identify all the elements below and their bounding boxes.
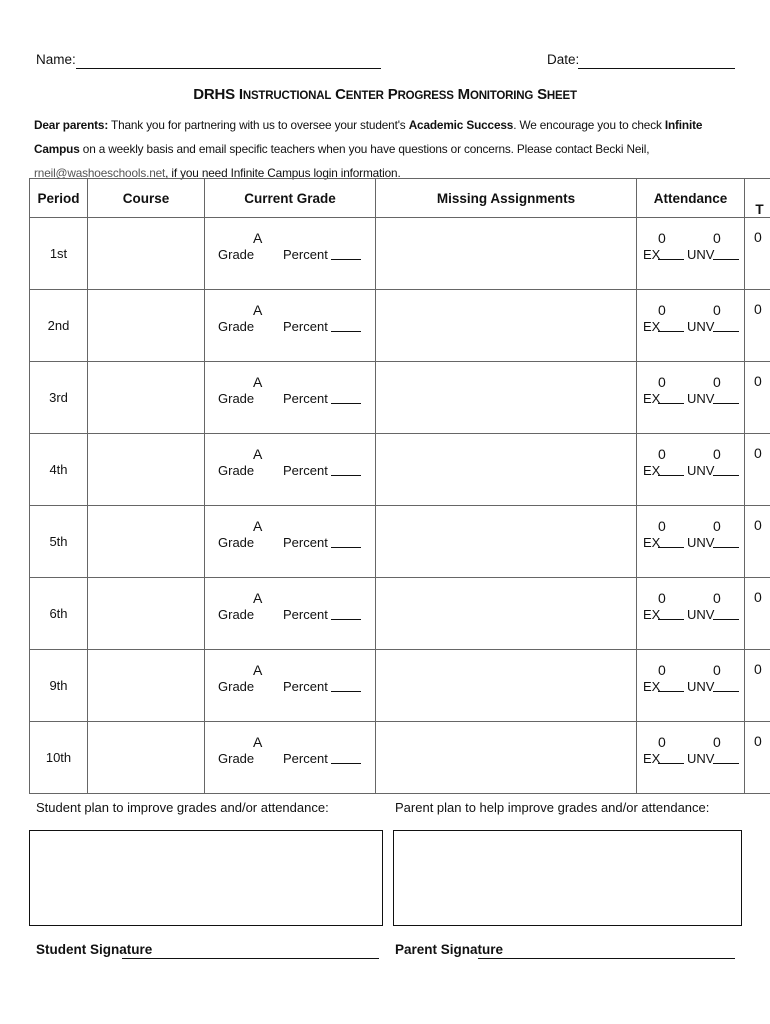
missing-assignments-cell[interactable]	[376, 578, 637, 650]
header-t: T	[745, 179, 770, 218]
parent-signature-label: Parent Signature	[395, 942, 504, 957]
period-label: 9th	[49, 678, 68, 693]
t-value: 0	[754, 301, 762, 317]
unv-field[interactable]	[713, 680, 739, 692]
course-cell[interactable]	[88, 218, 205, 290]
period-label: 6th	[49, 606, 68, 621]
percent-field[interactable]	[331, 680, 361, 692]
unv-label: UNV	[687, 463, 715, 478]
current-grade-cell	[205, 722, 376, 794]
period-cell	[30, 578, 88, 650]
grade-value[interactable]: A	[253, 374, 263, 390]
t-cell	[745, 434, 770, 506]
grade-label: Grade	[218, 391, 255, 406]
ex-field[interactable]	[658, 608, 684, 620]
unv-value: 0	[713, 590, 721, 606]
grade-value[interactable]: A	[253, 662, 263, 678]
percent-field[interactable]	[331, 536, 361, 548]
unv-field[interactable]	[713, 320, 739, 332]
attendance-cell	[637, 218, 745, 290]
unv-value: 0	[713, 734, 721, 750]
header-period: Period	[30, 179, 88, 218]
unv-value: 0	[713, 230, 721, 246]
percent-field[interactable]	[331, 752, 361, 764]
grade-label: Grade	[218, 679, 255, 694]
period-cell	[30, 650, 88, 722]
attendance-cell	[637, 434, 745, 506]
t-value: 0	[754, 229, 762, 245]
grade-label: Grade	[218, 247, 255, 262]
percent-label: Percent	[283, 535, 328, 550]
attendance-cell	[637, 362, 745, 434]
period-label: 3rd	[49, 390, 68, 405]
ex-label: EX	[643, 463, 661, 478]
unv-label: UNV	[687, 535, 715, 550]
percent-field[interactable]	[331, 464, 361, 476]
unv-value: 0	[713, 374, 721, 390]
t-cell	[745, 650, 770, 722]
t-value: 0	[754, 661, 762, 677]
table-row	[30, 506, 770, 578]
t-cell	[745, 290, 770, 362]
email-link[interactable]: rneil@washoeschools.net	[34, 166, 166, 180]
ex-label: EX	[643, 535, 661, 550]
current-grade-cell	[205, 506, 376, 578]
page-title: DRHS INSTRUCTIONAL CENTER PROGRESS MONITORING SHEET	[193, 86, 577, 103]
ex-label: EX	[643, 391, 661, 406]
unv-field[interactable]	[713, 248, 739, 260]
ex-value: 0	[658, 662, 666, 678]
parent-signature-line[interactable]	[478, 958, 735, 959]
t-cell	[745, 362, 770, 434]
attendance-cell	[637, 578, 745, 650]
percent-label: Percent	[283, 247, 328, 262]
grade-value[interactable]: A	[253, 734, 263, 750]
percent-label: Percent	[283, 607, 328, 622]
student-plan-label: Student plan to improve grades and/or attendance:	[36, 800, 329, 815]
attendance-cell	[637, 506, 745, 578]
period-cell	[30, 434, 88, 506]
t-cell	[745, 578, 770, 650]
t-cell	[745, 218, 770, 290]
parent-plan-box[interactable]	[393, 830, 742, 926]
current-grade-cell	[205, 290, 376, 362]
percent-label: Percent	[283, 679, 328, 694]
unv-label: UNV	[687, 679, 715, 694]
course-cell[interactable]	[88, 434, 205, 506]
name-label: Name:	[36, 52, 76, 67]
t-value: 0	[754, 589, 762, 605]
unv-field[interactable]	[713, 392, 739, 404]
date-field[interactable]	[578, 68, 735, 69]
student-signature-line[interactable]	[122, 958, 379, 959]
parent-plan-label: Parent plan to help improve grades and/or attendance:	[395, 800, 710, 815]
grade-value[interactable]: A	[253, 590, 263, 606]
unv-field[interactable]	[713, 536, 739, 548]
missing-assignments-cell[interactable]	[376, 722, 637, 794]
percent-field[interactable]	[331, 608, 361, 620]
date-label: Date:	[547, 52, 580, 67]
percent-field[interactable]	[331, 248, 361, 260]
table-row	[30, 434, 770, 506]
grade-label: Grade	[218, 607, 255, 622]
missing-assignments-cell[interactable]	[376, 290, 637, 362]
intro-paragraph: Dear parents: Thank you for partnering with us to oversee your student's Academic Success. We encourage you to check Infinite Campus on a weekly basis and email specific teachers when you have questions or concerns. Please contact Becki Neil, rneil@washoeschools.net, if you need Infinite Campus login information.	[34, 118, 703, 180]
ex-label: EX	[643, 319, 661, 334]
missing-assignments-cell[interactable]	[376, 218, 637, 290]
ex-field[interactable]	[658, 752, 684, 764]
unv-value: 0	[713, 662, 721, 678]
period-label: 10th	[45, 750, 72, 765]
current-grade-cell	[205, 362, 376, 434]
course-cell[interactable]	[88, 362, 205, 434]
progress-table	[29, 178, 770, 794]
ex-label: EX	[643, 751, 661, 766]
table-row	[30, 722, 770, 794]
ex-label: EX	[643, 247, 661, 262]
t-cell	[745, 722, 770, 794]
ex-field[interactable]	[658, 248, 684, 260]
ex-value: 0	[658, 734, 666, 750]
unv-label: UNV	[687, 391, 715, 406]
course-cell[interactable]	[88, 650, 205, 722]
unv-label: UNV	[687, 751, 715, 766]
unv-value: 0	[713, 518, 721, 534]
ex-value: 0	[658, 302, 666, 318]
attendance-cell	[637, 290, 745, 362]
ex-label: EX	[643, 607, 661, 622]
missing-assignments-cell[interactable]	[376, 362, 637, 434]
course-cell[interactable]	[88, 578, 205, 650]
current-grade-cell	[205, 218, 376, 290]
period-cell	[30, 290, 88, 362]
grade-label: Grade	[218, 535, 255, 550]
percent-field[interactable]	[331, 320, 361, 332]
period-cell	[30, 218, 88, 290]
grade-value[interactable]: A	[253, 446, 263, 462]
student-plan-box[interactable]	[29, 830, 383, 926]
header-course: Course	[88, 179, 205, 218]
unv-label: UNV	[687, 607, 715, 622]
t-value: 0	[754, 445, 762, 461]
period-cell	[30, 506, 88, 578]
t-value: 0	[754, 517, 762, 533]
course-cell[interactable]	[88, 290, 205, 362]
attendance-cell	[637, 722, 745, 794]
current-grade-cell	[205, 434, 376, 506]
name-field[interactable]	[76, 68, 381, 69]
t-cell	[745, 506, 770, 578]
t-value: 0	[754, 373, 762, 389]
course-cell[interactable]	[88, 722, 205, 794]
ex-label: EX	[643, 679, 661, 694]
ex-value: 0	[658, 590, 666, 606]
unv-value: 0	[713, 302, 721, 318]
ex-value: 0	[658, 446, 666, 462]
grade-value[interactable]: A	[253, 302, 263, 318]
period-cell	[30, 362, 88, 434]
period-cell	[30, 722, 88, 794]
table-row	[30, 650, 770, 722]
grade-label: Grade	[218, 463, 255, 478]
header-current-grade: Current Grade	[205, 179, 376, 218]
course-cell[interactable]	[88, 506, 205, 578]
percent-label: Percent	[283, 319, 328, 334]
ex-value: 0	[658, 230, 666, 246]
unv-label: UNV	[687, 319, 715, 334]
table-row	[30, 362, 770, 434]
table-row	[30, 290, 770, 362]
attendance-cell	[637, 650, 745, 722]
period-label: 5th	[49, 534, 68, 549]
ex-value: 0	[658, 518, 666, 534]
percent-label: Percent	[283, 391, 328, 406]
header-attendance: Attendance	[637, 179, 745, 218]
period-label: 1st	[49, 246, 68, 261]
grade-label: Grade	[218, 319, 255, 334]
period-label: 2nd	[47, 318, 70, 333]
unv-label: UNV	[687, 247, 715, 262]
student-signature-label: Student Signature	[36, 942, 153, 957]
unv-value: 0	[713, 446, 721, 462]
percent-label: Percent	[283, 751, 328, 766]
ex-field[interactable]	[658, 392, 684, 404]
t-value: 0	[754, 733, 762, 749]
period-label: 4th	[49, 462, 68, 477]
unv-field[interactable]	[713, 608, 739, 620]
percent-label: Percent	[283, 463, 328, 478]
ex-field[interactable]	[658, 464, 684, 476]
ex-field[interactable]	[658, 680, 684, 692]
grade-value[interactable]: A	[253, 518, 263, 534]
ex-value: 0	[658, 374, 666, 390]
ex-field[interactable]	[658, 536, 684, 548]
grade-label: Grade	[218, 751, 255, 766]
table-row	[30, 578, 770, 650]
missing-assignments-cell[interactable]	[376, 650, 637, 722]
unv-field[interactable]	[713, 752, 739, 764]
missing-assignments-cell[interactable]	[376, 434, 637, 506]
header-missing-assignments: Missing Assignments	[376, 179, 637, 218]
unv-field[interactable]	[713, 464, 739, 476]
table-row	[30, 218, 770, 290]
current-grade-cell	[205, 578, 376, 650]
percent-field[interactable]	[331, 392, 361, 404]
current-grade-cell	[205, 650, 376, 722]
missing-assignments-cell[interactable]	[376, 506, 637, 578]
ex-field[interactable]	[658, 320, 684, 332]
grade-value[interactable]: A	[253, 230, 263, 246]
